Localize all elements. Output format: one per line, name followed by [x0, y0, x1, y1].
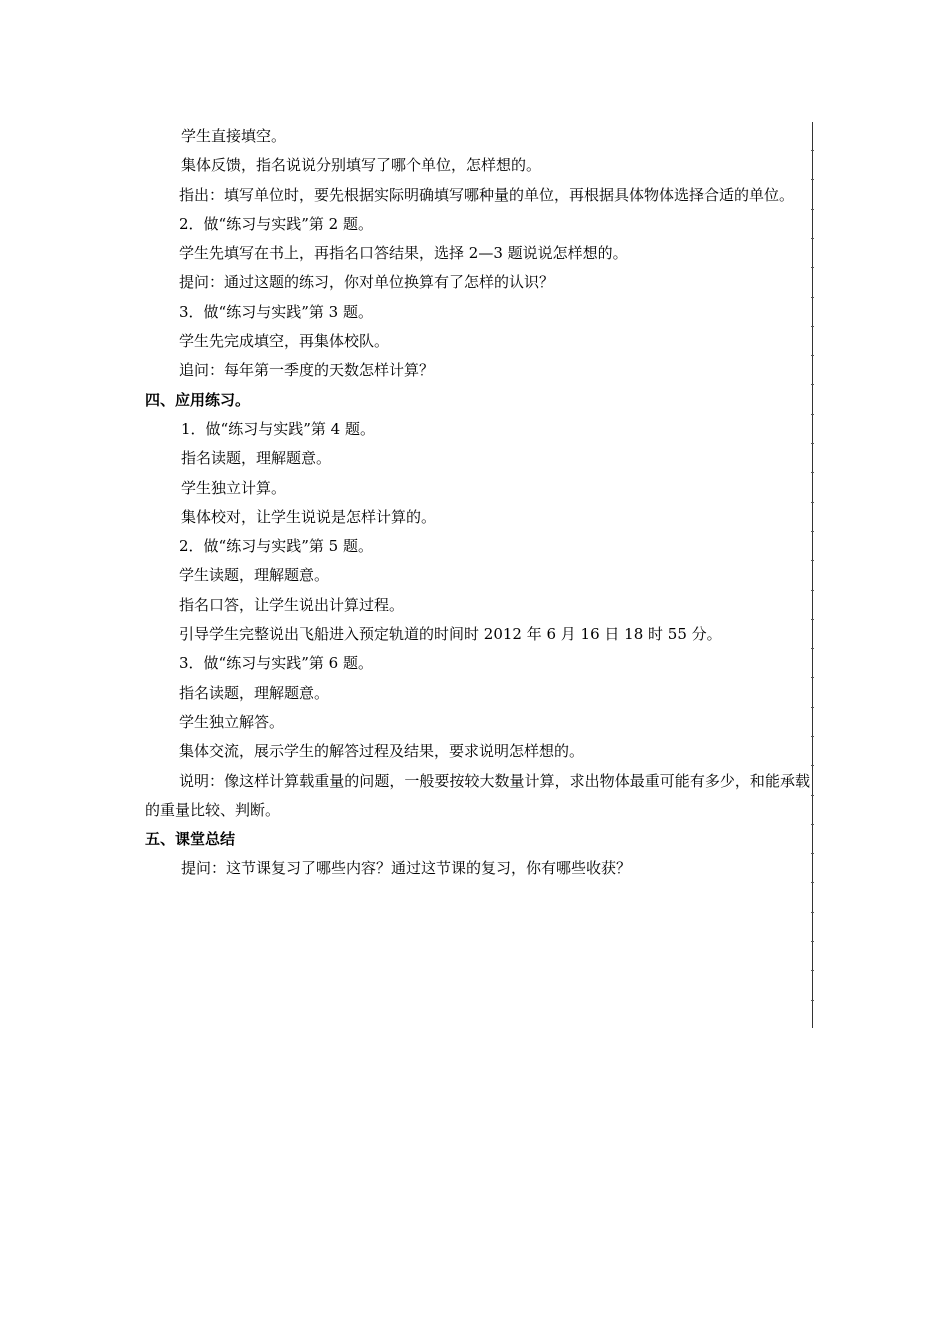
border-tick	[811, 502, 814, 503]
border-tick	[811, 707, 814, 708]
border-tick	[811, 941, 814, 942]
border-tick	[811, 297, 814, 298]
paragraph-text: 说明：像这样计算载重量的问题，一般要按较大数量计算，求出物体最重可能有多少，和能承载的重量比较、判断。	[145, 771, 810, 819]
border-tick	[811, 619, 814, 620]
border-tick	[811, 853, 814, 854]
border-tick	[811, 443, 814, 444]
paragraph: 指名口答，让学生说出计算过程。	[179, 595, 405, 614]
paragraph: 学生直接填空。	[181, 127, 287, 145]
paragraph: 指名读题，理解题意。	[181, 449, 332, 468]
border-tick	[811, 970, 814, 971]
paragraph: 引导学生完整说出飞船进入预定轨道的时间时 2012 年 6 月 16 日 18 时 55 分。	[179, 625, 722, 644]
paragraph: 指名读题，理解题意。	[179, 683, 330, 702]
list-item: 1．做“练习与实践”第 4 题。	[181, 419, 375, 438]
border-tick	[811, 414, 814, 415]
border-tick	[811, 531, 814, 532]
list-item: 3．做“练习与实践”第 6 题。	[179, 654, 373, 673]
paragraph	[145, 767, 810, 826]
paragraph: 学生先填写在书上，再指名口答结果，选择 2—3 题说说怎样想的。	[179, 244, 628, 263]
document-body	[145, 122, 810, 884]
paragraph	[145, 181, 810, 210]
border-tick	[811, 355, 814, 356]
border-tick	[811, 882, 814, 883]
border-tick	[811, 590, 814, 591]
border-tick	[811, 648, 814, 649]
paragraph: 集体交流，展示学生的解答过程及结果，要求说明怎样想的。	[179, 742, 585, 761]
border-tick	[811, 472, 814, 473]
border-tick	[811, 267, 814, 268]
paragraph-text: 指出：填写单位时，要先根据实际明确填写哪种量的单位，再根据具体物体选择合适的单位。	[179, 185, 795, 204]
paragraph: 学生独立解答。	[179, 712, 285, 731]
section-heading: 五、课堂总结	[145, 830, 236, 849]
paragraph: 提问：通过这题的练习，你对单位换算有了怎样的认识？	[179, 273, 555, 292]
table-border-right	[812, 122, 813, 1028]
border-tick	[811, 209, 814, 210]
border-tick	[811, 912, 814, 913]
paragraph: 提问：这节课复习了哪些内容？通过这节课的复习，你有哪些收获？	[181, 859, 632, 878]
border-tick	[811, 150, 814, 151]
list-item: 2．做“练习与实践”第 2 题。	[179, 214, 373, 233]
border-tick	[811, 384, 814, 385]
paragraph: 追问：每年第一季度的天数怎样计算？	[179, 361, 435, 380]
border-tick	[811, 1000, 814, 1001]
section-heading: 四、应用练习。	[145, 390, 251, 409]
paragraph: 集体校对，让学生说说是怎样计算的。	[181, 507, 437, 526]
border-tick	[811, 179, 814, 180]
border-tick	[811, 824, 814, 825]
border-tick	[811, 326, 814, 327]
border-tick	[811, 560, 814, 561]
border-tick	[811, 677, 814, 678]
border-tick	[811, 238, 814, 239]
paragraph: 学生读题，理解题意。	[179, 566, 330, 585]
paragraph: 集体反馈，指名说说分别填写了哪个单位，怎样想的。	[181, 156, 542, 175]
border-tick	[811, 765, 814, 766]
border-tick	[811, 795, 814, 796]
border-tick	[811, 736, 814, 737]
paragraph: 学生先完成填空，再集体校队。	[179, 332, 390, 351]
list-item: 2．做“练习与实践”第 5 题。	[179, 537, 373, 556]
list-item: 3．做“练习与实践”第 3 题。	[179, 302, 373, 321]
paragraph: 学生独立计算。	[181, 478, 287, 497]
